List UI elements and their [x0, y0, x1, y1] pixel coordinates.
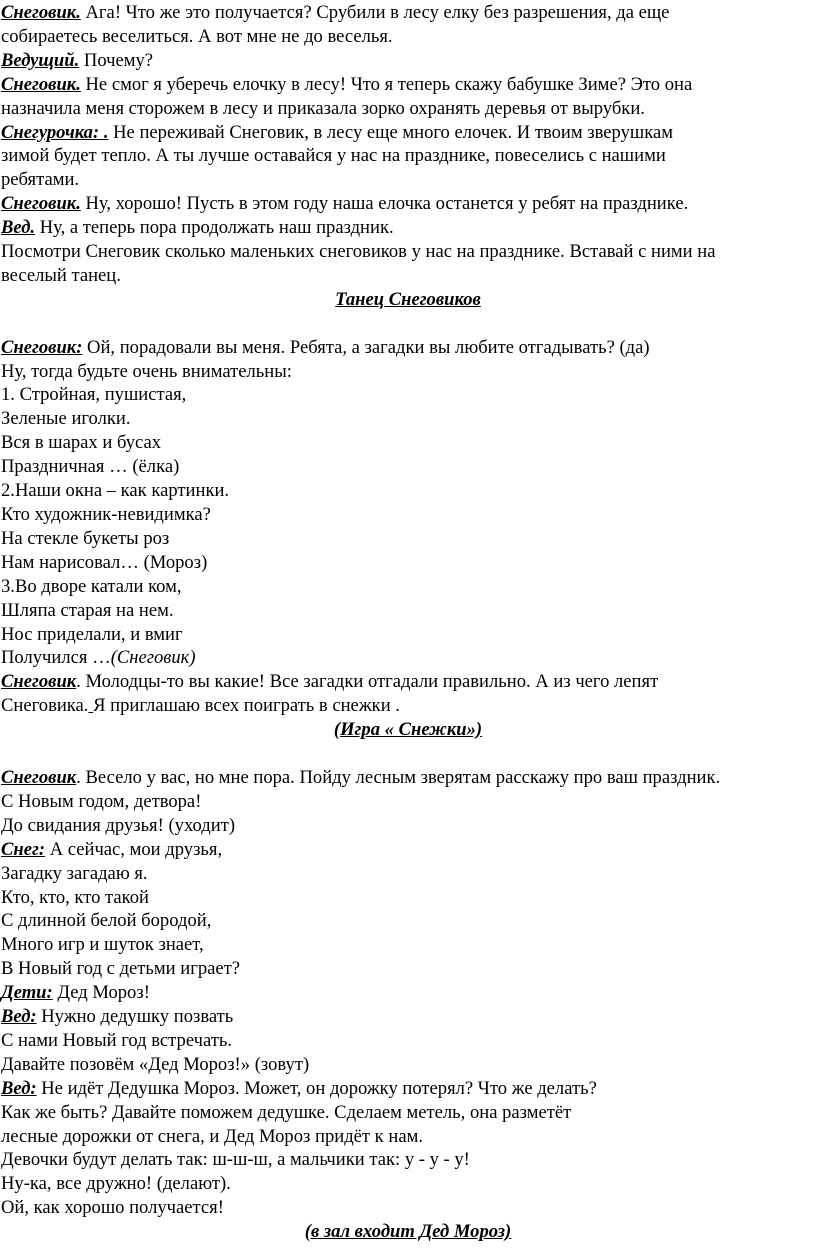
line-text: Посмотри Снеговик сколько маленьких снеговиков у нас на празднике. Вставай с ними на	[1, 241, 716, 263]
text-line	[0, 1029, 816, 1053]
speaker-name: Снегурочка: .	[1, 121, 109, 143]
text-line	[0, 240, 816, 264]
riddle-line	[0, 527, 816, 551]
line-text: . Весело у вас, но мне пора. Пойду лесным зверятам расскажу про ваш праздник.	[76, 766, 721, 788]
dialogue-line	[0, 1077, 816, 1101]
line-text: Ой, как хорошо получается!	[1, 1197, 224, 1219]
line-text: С длинной белой бородой,	[1, 910, 212, 932]
line-text: 2.Наши окна – как картинки.	[1, 480, 230, 502]
line-text: Ну, хорошо! Пусть в этом году наша елочка останется у ребят на празднике.	[80, 193, 689, 215]
line-text: С Новым годом, детвора!	[1, 790, 202, 812]
speaker-name: Снеговик	[1, 766, 77, 788]
riddle-line	[0, 407, 816, 431]
section-title-text: (в зал входит Дед Мороз)	[304, 1221, 512, 1243]
dialogue-line	[0, 216, 816, 240]
line-text: 1. Стройная, пушистая,	[1, 384, 187, 406]
line-text: назначила меня сторожем в лесу и приказала зорко охранять деревья от вырубки.	[1, 97, 645, 119]
line-text: Не переживай Снеговик, в лесу еще много елочек. И твоим зверушкам	[108, 121, 673, 143]
line-text: веселый танец.	[1, 264, 121, 286]
riddle-line	[0, 551, 816, 575]
text-line	[0, 168, 816, 192]
line-text: Зеленые иголки.	[1, 408, 131, 430]
line-text: Ну, а теперь пора продолжать наш праздник.	[35, 217, 394, 239]
line-text: Нос приделали, и вмиг	[1, 623, 183, 645]
text-line	[0, 97, 816, 121]
riddle-line	[0, 623, 816, 647]
section-title	[0, 718, 816, 742]
line-text: собираетесь веселиться. А вот мне не до веселья.	[1, 25, 393, 47]
line-text: Вся в шарах и бусах	[1, 432, 162, 454]
text-line	[0, 1196, 816, 1220]
line-text: Не смог я уберечь елочку в лесу! Что я теперь скажу бабушке Зиме? Это она	[80, 73, 693, 95]
text-line	[0, 1125, 816, 1149]
speaker-name: Снеговик	[1, 671, 77, 693]
speaker-name: Вед:	[1, 1077, 37, 1099]
riddle-line	[0, 455, 816, 479]
blank-line	[0, 312, 816, 336]
line-text: Много игр и шуток знает,	[1, 934, 204, 956]
dialogue-line	[0, 981, 816, 1005]
text-line	[0, 1053, 816, 1077]
speaker-name: Дети:	[1, 982, 53, 1004]
text-line	[0, 1172, 816, 1196]
text-line	[0, 25, 816, 49]
text-line	[0, 957, 816, 981]
section-title	[0, 288, 816, 312]
dialogue-line	[0, 670, 816, 694]
line-text: Почему?	[79, 49, 154, 71]
line-text: Кто художник-невидимка?	[1, 504, 211, 526]
riddle-line	[0, 575, 816, 599]
dialogue-line	[0, 49, 816, 73]
text-line	[0, 862, 816, 886]
line-text: Праздничная … (ёлка)	[1, 456, 180, 478]
line-text: лесные дорожки от снега, и Дед Мороз придёт к нам.	[1, 1125, 423, 1147]
dialogue-line	[0, 1, 816, 25]
riddle-line	[0, 599, 816, 623]
text-line	[0, 1101, 816, 1125]
riddle-line	[0, 503, 816, 527]
text-line	[0, 933, 816, 957]
speaker-name: Ведущий.	[1, 49, 80, 71]
section-title	[0, 1220, 816, 1244]
line-text: Загадку загадаю я.	[1, 862, 148, 884]
speaker-name: Снеговик:	[1, 336, 83, 358]
line-text: Кто, кто, кто такой	[1, 886, 149, 908]
section-title-text: (Игра « Снежки»)	[333, 719, 483, 741]
riddle-line	[0, 431, 816, 455]
dialogue-line	[0, 73, 816, 97]
line-text: Нужно дедушку позвать	[36, 1006, 234, 1028]
speaker-name: Снеговик.	[1, 73, 81, 95]
text-line	[0, 1148, 816, 1172]
speaker-name: Снег:	[1, 838, 46, 860]
text-line	[0, 144, 816, 168]
text-line	[0, 886, 816, 910]
speaker-name: Снеговик.	[1, 2, 81, 23]
speaker-name: Вед:	[1, 1006, 37, 1028]
dialogue-line	[0, 838, 816, 862]
dialogue-line	[0, 766, 816, 790]
text-line	[0, 264, 816, 288]
line-text: В Новый год с детьми играет?	[1, 958, 241, 980]
line-text: Девочки будут делать так: ш-ш-ш, а мальчики так: у - у - у!	[1, 1149, 470, 1171]
riddle-line	[0, 646, 816, 670]
line-text: Не идёт Дедушка Мороз. Может, он дорожку потерял? Что же делать?	[36, 1077, 597, 1099]
text-line	[0, 909, 816, 933]
riddle-answer: (Снеговик)	[110, 647, 196, 669]
line-text: . Молодцы-то вы какие! Все загадки отгадали правильно. А из чего лепят	[76, 671, 659, 693]
section-title-text: Танец Снеговиков	[335, 288, 481, 310]
text-line	[0, 694, 816, 718]
line-text: Давайте позовём «Дед Мороз!» (зовут)	[1, 1053, 310, 1075]
line-text: Снеговика.	[1, 695, 89, 717]
line-text: С нами Новый год встречать.	[1, 1029, 232, 1051]
line-text: Шляпа старая на нем.	[1, 599, 174, 621]
line-text: А сейчас, мои друзья,	[45, 838, 223, 860]
speaker-name: Снеговик.	[1, 193, 81, 215]
dialogue-line	[0, 192, 816, 216]
dialogue-line	[0, 1005, 816, 1029]
line-text: ребятами.	[1, 169, 80, 191]
line-text: Получился …	[1, 647, 111, 669]
speaker-name: Вед.	[1, 217, 36, 239]
text-line	[0, 360, 816, 384]
line-text: Нам нарисовал… (Мороз)	[1, 551, 208, 573]
text-line	[0, 790, 816, 814]
line-text: Как же быть? Давайте поможем дедушке. Сделаем метель, она разметёт	[1, 1101, 572, 1123]
line-text: зимой будет тепло. А ты лучше оставайся у нас на празднике, повеселись с нашими	[1, 145, 666, 167]
line-text: На стекле букеты роз	[1, 527, 170, 549]
line-text: 3.Во дворе катали ком,	[1, 575, 182, 597]
line-text: До свидания друзья! (уходит)	[1, 814, 236, 836]
line-text: Дед Мороз!	[52, 982, 150, 1004]
dialogue-line	[0, 336, 816, 360]
line-text: Ну, тогда будьте очень внимательны:	[1, 360, 292, 382]
riddle-line	[0, 479, 816, 503]
line-text: Ну-ка, все дружно! (делают).	[1, 1173, 231, 1195]
riddle-line	[0, 383, 816, 407]
blank-line	[0, 742, 816, 766]
line-text: Ой, порадовали вы меня. Ребята, а загадки вы любите отгадывать? (да)	[82, 336, 650, 358]
text-line	[0, 814, 816, 838]
dialogue-line	[0, 121, 816, 145]
line-text: Ага! Что же это получается? Срубили в лесу елку без разрешения, да еще	[80, 2, 670, 23]
line-text: Я приглашаю всех поиграть в снежки .	[93, 695, 400, 717]
